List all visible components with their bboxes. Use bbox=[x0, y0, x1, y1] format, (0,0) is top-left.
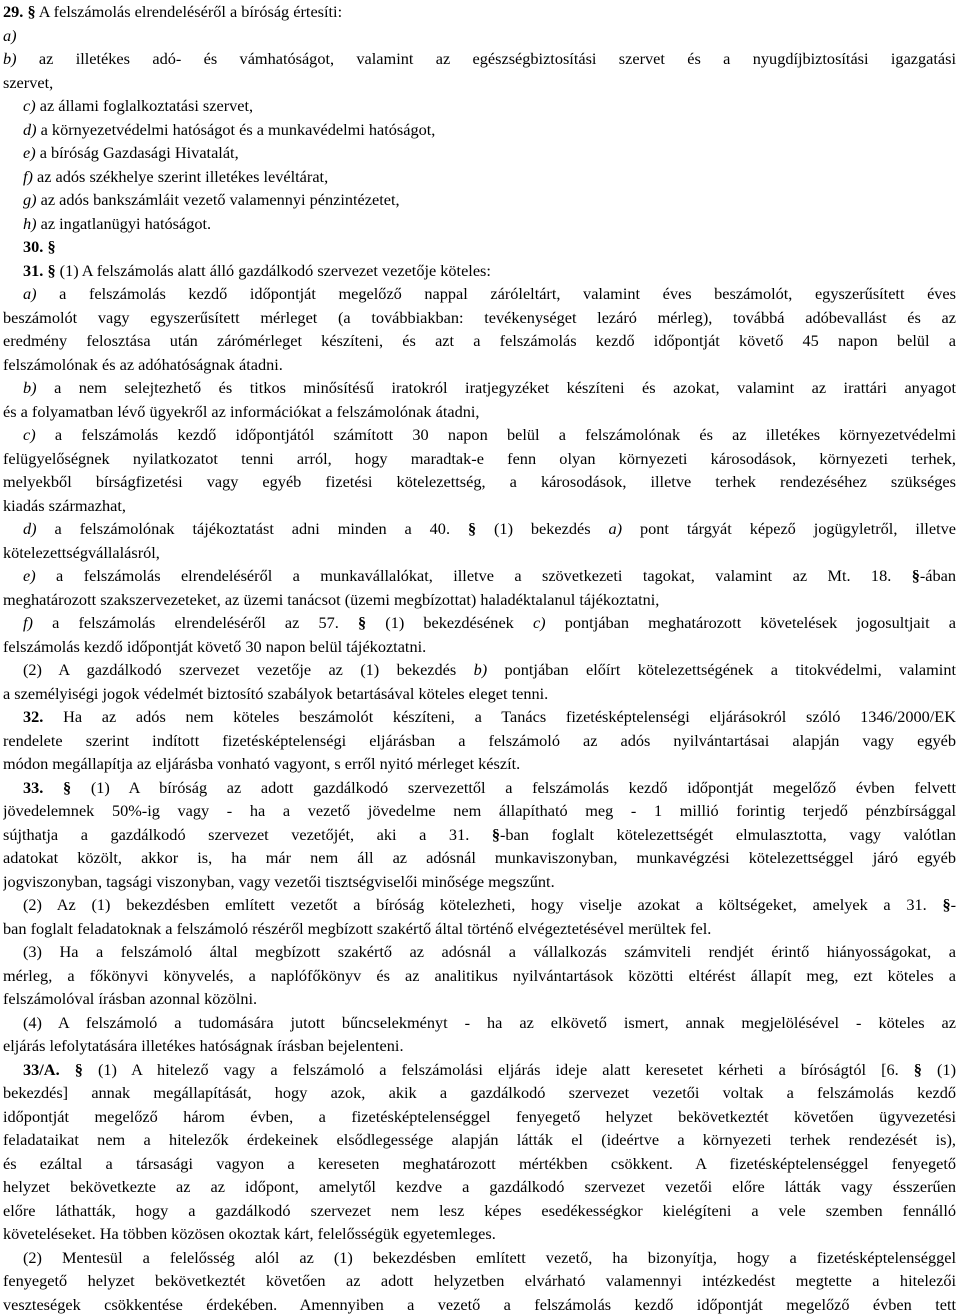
text-line bbox=[3, 752, 956, 776]
text-run: -ában bbox=[920, 566, 956, 585]
text-line bbox=[3, 1105, 956, 1129]
text-run: felszámolónak és az adóhatóságnak átadni. bbox=[3, 355, 283, 374]
text-line bbox=[3, 1011, 956, 1035]
text-line bbox=[3, 423, 956, 447]
text-line bbox=[3, 188, 956, 212]
text-run: kiadás származhat, bbox=[3, 496, 126, 515]
text-run: időpontját megelőző három évben, a fizetésképtelenséggel fenyegető helyzet bekövetkeztét követően ügyvezetési bbox=[3, 1107, 956, 1126]
text-line bbox=[3, 118, 956, 142]
text-run: a környezetvédelmi hatóságot és a munkavédelmi hatóságot, bbox=[37, 120, 436, 139]
bold-text: § bbox=[914, 1060, 922, 1079]
text-line bbox=[3, 141, 956, 165]
text-line bbox=[3, 776, 956, 800]
text-run: (1) bbox=[922, 1060, 956, 1079]
text-run: (4) A felszámoló a tudomására jutott bűncselekményt - ha az elkövető ismert, annak megjelölésével - köteles az bbox=[23, 1013, 956, 1032]
text-line bbox=[3, 47, 956, 71]
italic-text: b) bbox=[23, 378, 37, 397]
text-line bbox=[3, 1269, 956, 1293]
text-run bbox=[43, 778, 63, 797]
text-run: veszteségek csökkentése érdekében. Amennyiben a vezető a felszámolás kezdő időpontját megelőző évben tett bbox=[3, 1295, 956, 1314]
text-line bbox=[3, 353, 956, 377]
text-run: pont tárgyát képező jogügyletről, illetve bbox=[622, 519, 956, 538]
text-line bbox=[3, 306, 956, 330]
italic-text: h) bbox=[23, 214, 37, 233]
text-line bbox=[3, 940, 956, 964]
text-run: követeléseket. Ha többen közösen okoztak kárt, felelősségük egyetemleges. bbox=[3, 1224, 496, 1243]
bold-text: 32. bbox=[23, 707, 43, 726]
text-run: a felszámolás elrendeléséről a munkavállalókat, illetve a szövetkezeti tagokat, valamint az Mt. 18. bbox=[36, 566, 912, 585]
text-line bbox=[3, 1199, 956, 1223]
text-run: adatokat közölt, akkor is, ha már nem áll az adósnál munkaviszonyban, munkavégzési kötelezettséggel járó egyéb bbox=[3, 848, 956, 867]
italic-text: b) bbox=[3, 49, 17, 68]
text-line bbox=[3, 329, 956, 353]
text-run: az adós székhelye szerint illetékes levéltárat, bbox=[33, 167, 328, 186]
text-run: felszámolás kezdő időpontját követő 30 napon belül tájékoztatni. bbox=[3, 637, 426, 656]
text-run: a felszámolás elrendeléséről az 57. bbox=[33, 613, 358, 632]
text-line bbox=[3, 470, 956, 494]
text-line bbox=[3, 611, 956, 635]
text-run: és a folyamatban lévő ügyekről az információkat a felszámolónak átadni, bbox=[3, 402, 480, 421]
text-line bbox=[3, 0, 956, 24]
text-run: jogviszonyban, tagsági viszonyban, vagy vezetői tisztségviselői minősége megszűnt. bbox=[3, 872, 555, 891]
text-line bbox=[3, 1128, 956, 1152]
text-run: bekezdés] annak megállapítását, hogy azok, akik a gazdálkodó szervezet vezetői voltak a felszámolás kezdő bbox=[3, 1083, 956, 1102]
text-line bbox=[3, 729, 956, 753]
text-run: eljárás lefolytatására illetékes hatóságnak írásban bejelenteni. bbox=[3, 1036, 404, 1055]
text-line bbox=[3, 400, 956, 424]
bold-text: § bbox=[358, 613, 366, 632]
text-run: (1) A bíróság az adott gazdálkodó szervezettől a felszámolás kezdő időpontját megelőző évben felvett bbox=[71, 778, 956, 797]
text-run: a felszámolónak tájékoztatást adni minden a 40. bbox=[37, 519, 468, 538]
text-line bbox=[3, 799, 956, 823]
text-line bbox=[3, 987, 956, 1011]
bold-text: § bbox=[47, 237, 55, 256]
text-line bbox=[3, 282, 956, 306]
bold-text: 33. bbox=[23, 778, 43, 797]
text-line bbox=[3, 870, 956, 894]
text-line bbox=[3, 1222, 956, 1246]
text-run: helyzet bekövetkezte az az időpont, amelytől kezdve a gazdálkodó szervezet vezetői előre látták vagy ésszerűen bbox=[3, 1177, 956, 1196]
italic-text: d) bbox=[23, 120, 37, 139]
bold-text: 31. bbox=[23, 261, 43, 280]
text-run: sújthatja a gazdálkodó szervezet vezetőjét, aki a 31. bbox=[3, 825, 492, 844]
text-run: (2) Mentesül a felelősség alól az (1) bekezdésben említett vezető, ha bizonyítja, hogy a fizetésképtelenséggel bbox=[23, 1248, 956, 1267]
text-line bbox=[3, 1058, 956, 1082]
text-run: (1) bekezdésének bbox=[366, 613, 533, 632]
italic-text: c) bbox=[23, 96, 36, 115]
text-run: meghatározott szakszervezeteket, az üzemi tanácsot (üzemi megbízottat) haladéktalanul tájékoztatni, bbox=[3, 590, 659, 609]
italic-text: f) bbox=[23, 167, 33, 186]
italic-text: b) bbox=[474, 660, 488, 679]
italic-text: e) bbox=[23, 143, 36, 162]
italic-text: d) bbox=[23, 519, 37, 538]
text-line bbox=[3, 1175, 956, 1199]
bold-text: § bbox=[27, 2, 35, 21]
text-run: és ezáltal a társasági vagyon a kereseten meghatározott mértékben csökkent. A fizetésképtelenséggel fenyegető bbox=[3, 1154, 956, 1173]
text-run: előre láthatták, hogy a gazdálkodó szervezet nem lesz képes esedékességkor kielégíteni a vele szemben fennálló bbox=[3, 1201, 956, 1220]
bold-text: § bbox=[63, 778, 71, 797]
text-line bbox=[3, 71, 956, 95]
text-run: a személyiségi jogok védelmét biztosító szabályok betartásával köteles eleget tenni. bbox=[3, 684, 548, 703]
text-line bbox=[3, 588, 956, 612]
text-run: a felszámolás kezdő időpontját megelőző nappal záróleltárt, valamint éves beszámolót, egyszerűsített éves bbox=[37, 284, 956, 303]
bold-text: § bbox=[47, 261, 55, 280]
italic-text: a) bbox=[609, 519, 623, 538]
text-run: a bíróság Gazdasági Hivatalát, bbox=[36, 143, 239, 162]
text-line bbox=[3, 24, 956, 48]
text-run: pontjában meghatározott követelések jogosultjait a bbox=[546, 613, 956, 632]
bold-text: § bbox=[468, 519, 476, 538]
text-run: (1) bekezdés bbox=[476, 519, 608, 538]
text-line bbox=[3, 447, 956, 471]
bold-text: 29. bbox=[3, 2, 23, 21]
text-line bbox=[3, 846, 956, 870]
text-run: (2) A gazdálkodó szervezet vezetője az (1) bekezdés bbox=[23, 660, 474, 679]
text-run: felszámolóval írásban azonnal közölni. bbox=[3, 989, 257, 1008]
bold-text: 33/A. bbox=[23, 1060, 60, 1079]
text-run: rendelete szerint indított fizetésképtelenségi eljárásban a felszámoló az adós nyilvántartásai alapján vagy egyéb bbox=[3, 731, 956, 750]
text-line bbox=[3, 635, 956, 659]
text-run: beszámolót vagy egyszerűsített mérleget (a továbbiakban: tevékenységet lezáró mérleg), továbbá adóbevallást és az bbox=[3, 308, 956, 327]
text-line bbox=[3, 494, 956, 518]
text-line bbox=[3, 893, 956, 917]
text-run: a nem selejtezhető és titkos minősítésű iratokról iratjegyzéket készíteni és azokat, valamint az irattári anyagot bbox=[37, 378, 956, 397]
text-run: fenyegető helyzet bekövetkeztét követően az adott helyzetben elvárható valamennyi intézkedést megtette a hitelezői bbox=[3, 1271, 956, 1290]
text-line bbox=[3, 682, 956, 706]
text-run: (1) A hitelező vagy a felszámoló a felszámolási eljárás ideje alatt keresetet kérheti a bíróságtól [6. bbox=[83, 1060, 914, 1079]
text-run: az illetékes adó- és vámhatóságot, valamint az egészségbiztosítási szervet és a nyugdíjbiztosítási igazgatási bbox=[17, 49, 956, 68]
text-run: kötelezettségvállalásról, bbox=[3, 543, 160, 562]
text-line bbox=[3, 1246, 956, 1270]
text-line bbox=[3, 1293, 956, 1316]
text-run: az ingatlanügyi hatóságot. bbox=[37, 214, 212, 233]
text-line bbox=[3, 94, 956, 118]
bold-text: 30. bbox=[23, 237, 43, 256]
text-line bbox=[3, 823, 956, 847]
text-line bbox=[3, 1152, 956, 1176]
text-line bbox=[3, 564, 956, 588]
text-run: pontjában előírt kötelezettségének a titokvédelmi, valamint bbox=[487, 660, 956, 679]
bold-text: § bbox=[492, 825, 500, 844]
text-line bbox=[3, 165, 956, 189]
text-run: A felszámolás elrendeléséről a bíróság értesíti: bbox=[36, 2, 343, 21]
text-line bbox=[3, 541, 956, 565]
text-run: feladataikat nem a hitelezők érdekeinek elsődlegessége alapján látták el (ideértve a környezeti terhek rendezését is), bbox=[3, 1130, 956, 1149]
text-run: (2) Az (1) bekezdésben említett vezetőt a bíróság kötelezheti, hogy viselje azokat a költségeket, amelyek a 31. bbox=[23, 895, 942, 914]
text-run: ban foglalt feladatoknak a felszámoló részéről megbízott szakértő által történő elvégeztetésével merültek fel. bbox=[3, 919, 711, 938]
italic-text: c) bbox=[533, 613, 546, 632]
italic-text: a) bbox=[3, 26, 17, 45]
text-line bbox=[3, 964, 956, 988]
text-run: Ha az adós nem köteles beszámolót készíteni, a Tanács fizetésképtelenségi eljárásokról szóló 1346/2000/EK bbox=[43, 707, 956, 726]
italic-text: c) bbox=[23, 425, 36, 444]
bold-text: § bbox=[912, 566, 920, 585]
bold-text: § bbox=[75, 1060, 83, 1079]
text-run: szervet, bbox=[3, 73, 53, 92]
text-run: felügyelőségnek nyilatkozatot tenni arról, hogy maradtak-e fenn olyan környezeti károsodások, környezeti terhek, bbox=[3, 449, 956, 468]
italic-text: g) bbox=[23, 190, 37, 209]
text-run: (3) Ha a felszámoló által megbízott szakértő az adósnál a vállalkozás számviteli rendjét érintő hiányosságokat, a bbox=[23, 942, 956, 961]
text-run: módon megállapítja az eljárásba vonható vagyont, s erről nyitó mérleget készít. bbox=[3, 754, 520, 773]
text-line bbox=[3, 1081, 956, 1105]
text-run: mérleg, a főkönyvi könyvelés, a naplófőkönyv és az analitikus nyilvántartások közötti eltérést állapít meg, ezt köteles a bbox=[3, 966, 956, 985]
text-line bbox=[3, 705, 956, 729]
text-line bbox=[3, 376, 956, 400]
italic-text: e) bbox=[23, 566, 36, 585]
text-run: (1) A felszámolás alatt álló gazdálkodó szervezet vezetője köteles: bbox=[56, 261, 491, 280]
text-run: az adós bankszámláit vezető valamennyi pénzintézetet, bbox=[37, 190, 400, 209]
text-run: az állami foglalkoztatási szervet, bbox=[36, 96, 253, 115]
text-line bbox=[3, 658, 956, 682]
text-line bbox=[3, 517, 956, 541]
text-line bbox=[3, 1034, 956, 1058]
text-run: a felszámolás kezdő időpontjától számított 30 napon belül a felszámolónak és az illetékes környezetvédelmi bbox=[36, 425, 956, 444]
text-run bbox=[60, 1060, 75, 1079]
text-run: - bbox=[951, 895, 956, 914]
italic-text: a) bbox=[23, 284, 37, 303]
text-run: -ban foglalt kötelezettségét elmulasztotta, vagy valótlan bbox=[500, 825, 956, 844]
bold-text: § bbox=[942, 895, 950, 914]
text-line bbox=[3, 259, 956, 283]
text-line bbox=[3, 212, 956, 236]
text-run: melyekből bírságfizetési vagy egyéb fizetési kötelezettség, a károsodások, illetve terhek rendezéséhez szükséges bbox=[3, 472, 956, 491]
text-run: jövedelemnek 50%-ig vagy - ha a vezető jövedelme nem állapítható meg - 1 millió forintig terjedő pénzbírsággal bbox=[3, 801, 956, 820]
text-line bbox=[3, 917, 956, 941]
text-run: eredmény felosztása után zárómérleget készíteni, és azt a felszámolás kezdő időpontját követő 45 napon belül a bbox=[3, 331, 956, 350]
italic-text: f) bbox=[23, 613, 33, 632]
text-line bbox=[3, 235, 956, 259]
